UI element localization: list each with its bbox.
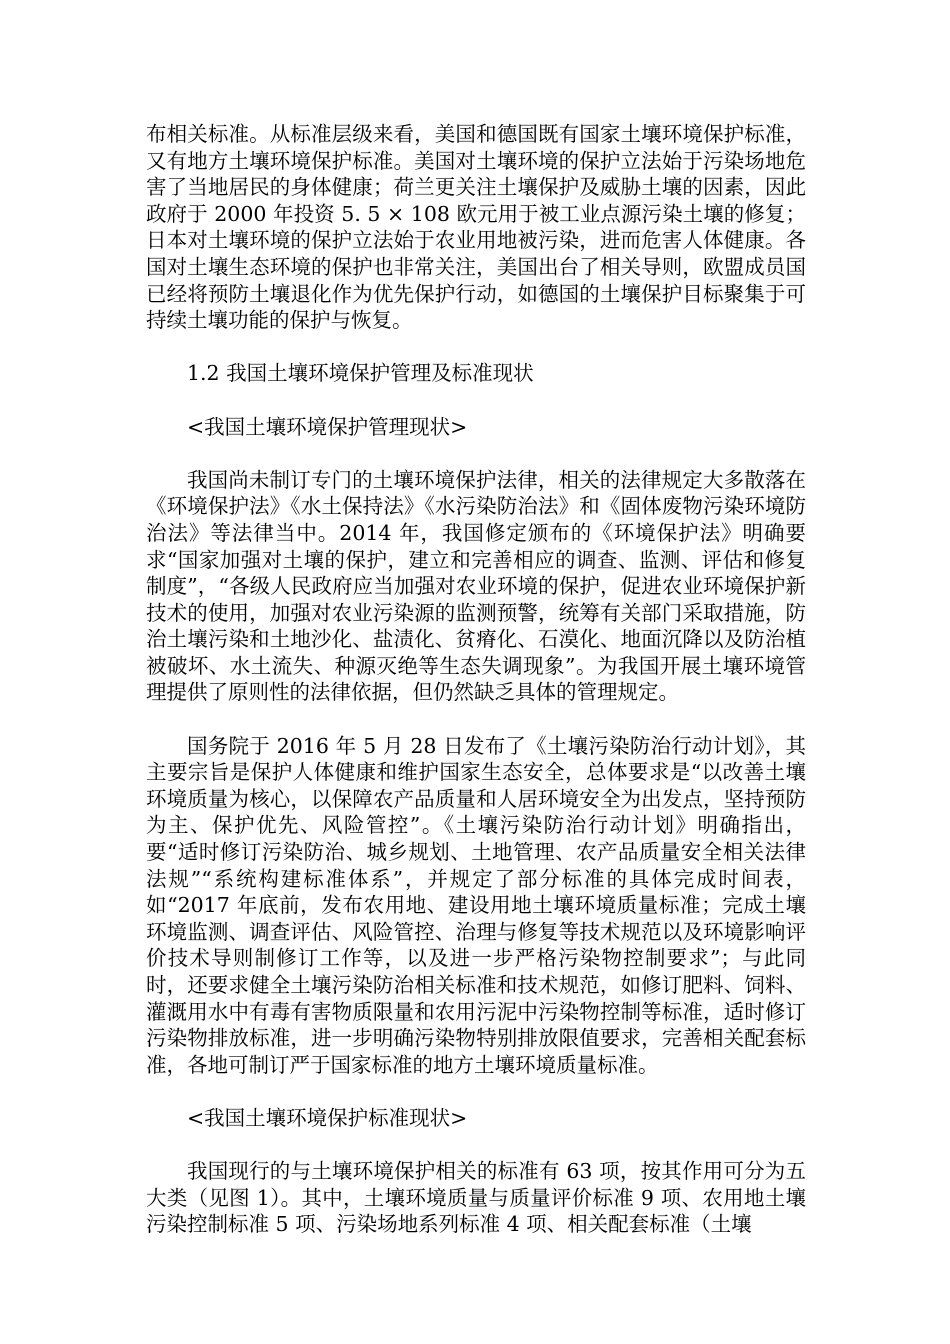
subsection-heading-standards: <我国土壤环境保护标准现状> [187,1105,468,1130]
paragraph-action-plan: 国务院于 2016 年 5 月 28 日发布了《土壤污染防治行动计划》，其主要宗旨是保护人体健康和维护国家生态安全，总体要求是“以改善土壤环境质量为核心，以保障农产品质量和人居环境安全为出发点，坚持预防为主、保护优先、风险管控”。《土壤污染防治行动计划》明确指出，要“适时修订污染防治、城乡规划、土地管理、农产品质量安全相关法律法规”“系统构建标准体系”，并规定了部分标准的具体完成时间表，如“2017 年底前，发布农用地、建设用地土壤环境质量标准；完成土壤环境监测、调查评估、风险管控、治理与修复等技术规范以及环境影响评价技术导则制修订工作等，以及进一步严格污染物控制要求”；与此同时，还要求健全土壤污染防治相关标准和技术规范，如修订肥料、饲料、灌溉用水中有毒有害物质限量和农用污泥中污染物控制等标准，适时修订污染物排放标准，进一步明确污染物特别排放限值要求，完善相关配套标准，各地可制订严于国家标准的地方土壤环境质量标准。 [146,733,806,1077]
paragraph-standards-overview: 我国现行的与土壤环境保护相关的标准有 63 项，按其作用可分为五大类（见图 1）。其中，土壤环境质量与质量评价标准 9 项、农用地土壤污染控制标准 5 项、污染场地系列标准 4 项、相关配套标准（土壤 [146,1159,806,1237]
section-heading-1-2: 1.2 我国土壤环境保护管理及标准现状 [187,361,534,386]
document-body [146,121,806,1238]
subsection-heading-management: <我国土壤环境保护管理现状> [187,414,468,439]
paragraph-intro-continued: 布相关标准。从标准层级来看，美国和德国既有国家土壤环境保护标准，又有地方土壤环境保护标准。美国对土壤环境的保护立法始于污染场地危害了当地居民的身体健康；荷兰更关注土壤保护及威胁土壤的因素，因此政府于 2000 年投资 5. 5 × 108 欧元用于被工业点源污染土壤的修复；日本对土壤环境的保护立法始于农业用地被污染，进而危害人体健康。各国对土壤生态环境的保护也非常关注，美国出台了相关导则，欧盟成员国已经将预防土壤退化作为优先保护行动，如德国的土壤保护目标聚集于可持续土壤功能的保护与恢复。 [146,122,806,333]
paragraph-legal-basis: 我国尚未制订专门的土壤环境保护法律，相关的法律规定大多散落在《环境保护法》《水土保持法》《水污染防治法》和《固体废物污染环境防治法》等法律当中。2014 年，我国修定颁布的《环境保护法》明确要求“国家加强对土壤的保护，建立和完善相应的调查、监测、评估和修复制度”，“各级人民政府应当加强对农业环境的保护，促进农业环境保护新技术的使用，加强对农业污染源的监测预警，统筹有关部门采取措施，防治土壤污染和土地沙化、盐渍化、贫瘠化、石漠化、地面沉降以及防治植被破坏、水土流失、种源灭绝等生态失调现象”。为我国开展土壤环境管理提供了原则性的法律依据，但仍然缺乏具体的管理规定。 [146,467,806,705]
